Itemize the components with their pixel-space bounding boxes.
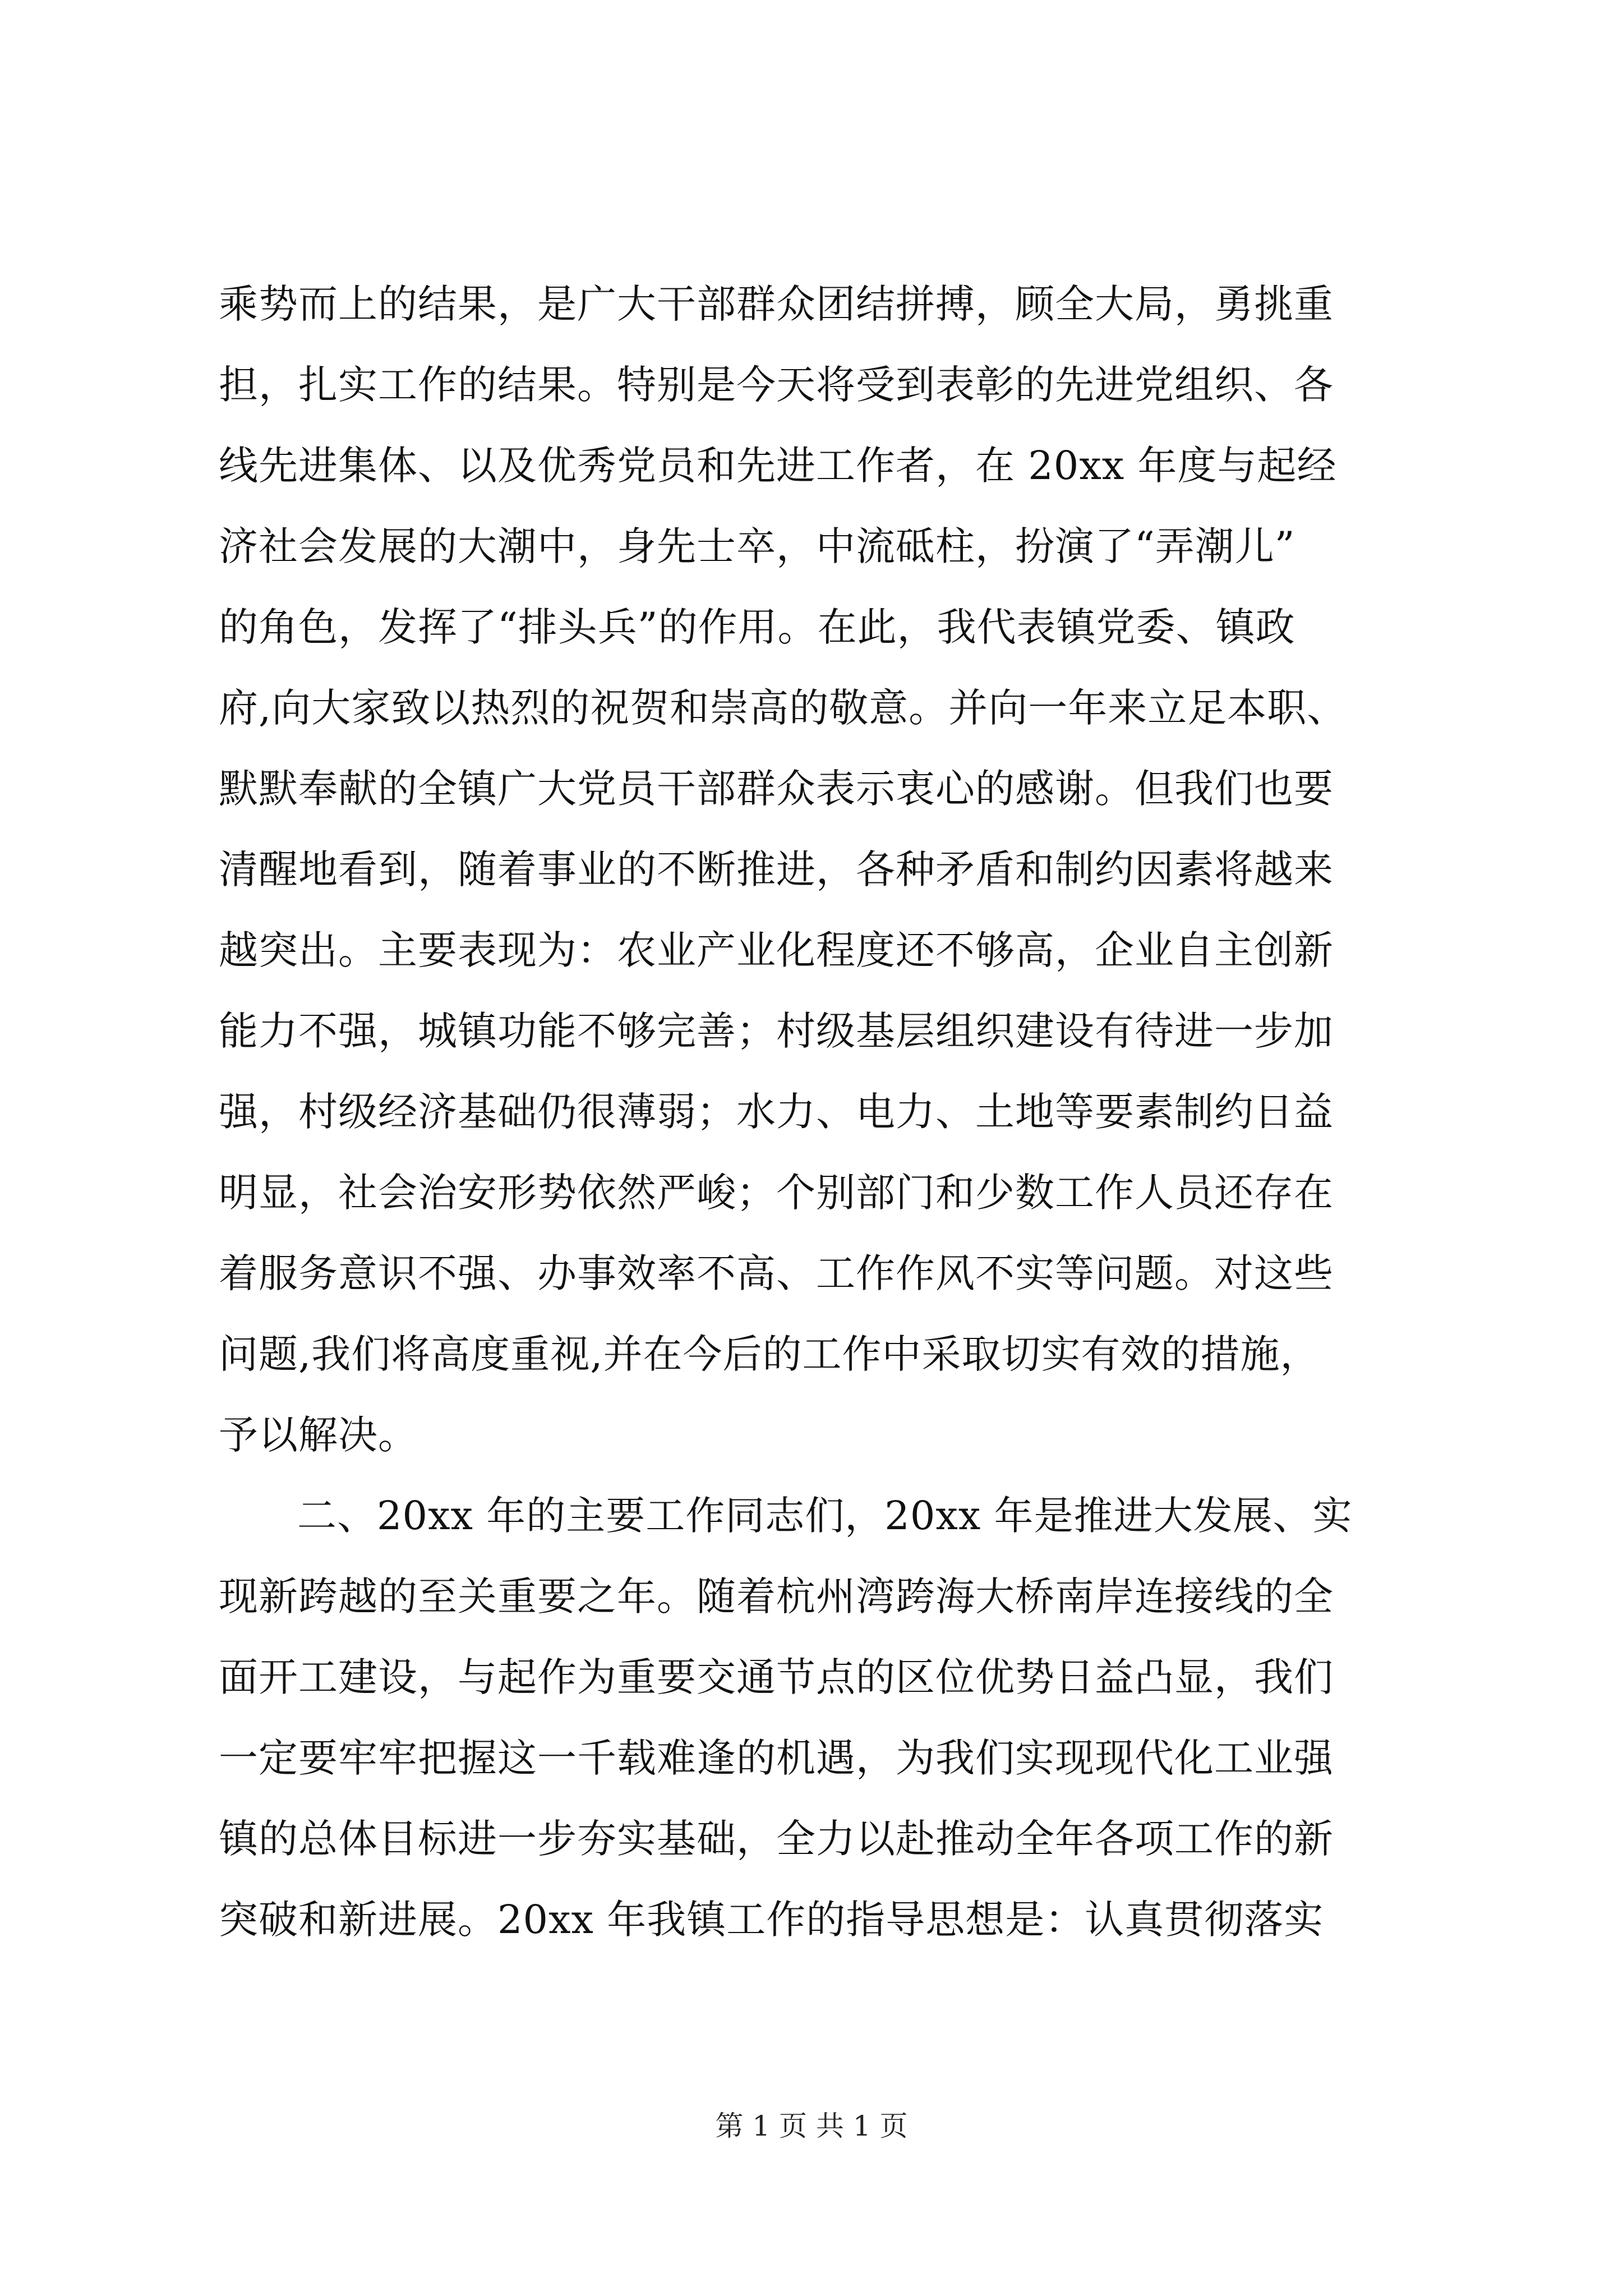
text-line: 一定要牢牢把握这一千载难逢的机遇，为我们实现现代化工业强 xyxy=(219,1735,1334,1781)
paragraph xyxy=(219,1475,1419,1960)
text-line: 镇的总体目标进一步夯实基础，全力以赴推动全年各项工作的新 xyxy=(219,1816,1334,1862)
text-line: 默默奉献的全镇广大党员干部群众表示衷心的感谢。但我们也要 xyxy=(219,766,1334,812)
text-line: 乘势而上的结果，是广大干部群众团结拼搏，顾全大局，勇挑重 xyxy=(219,281,1334,327)
text-line: 现新跨越的至关重要之年。随着杭州湾跨海大桥南岸连接线的全 xyxy=(219,1573,1334,1619)
text-line: 强，村级经济基础仍很薄弱；水力、电力、土地等要素制约日益 xyxy=(219,1089,1334,1135)
text-line: 济社会发展的大潮中，身先士卒，中流砥柱，扮演了“弄潮儿” xyxy=(219,523,1295,569)
text-line: 线先进集体、以及优秀党员和先进工作者，在 20xx 年度与起经 xyxy=(219,443,1337,489)
text-line: 着服务意识不强、办事效率不高、工作作风不实等问题。对这些 xyxy=(219,1250,1334,1296)
text-line: 予以解决。 xyxy=(219,1412,418,1458)
text-line: 越突出。主要表现为：农业产业化程度还不够高，企业自主创新 xyxy=(219,927,1334,973)
text-line: 突破和新进展。20xx 年我镇工作的指导思想是：认真贯彻落实 xyxy=(219,1897,1324,1943)
paragraph xyxy=(219,264,1419,1475)
text-line: 明显，社会治安形势依然严峻；个别部门和少数工作人员还存在 xyxy=(219,1170,1334,1216)
text-line: 二、20xx 年的主要工作同志们，20xx 年是推进大发展、实 xyxy=(297,1493,1353,1539)
text-line: 清醒地看到，随着事业的不断推进，各种矛盾和制约因素将越来 xyxy=(219,846,1334,892)
text-line: 的角色，发挥了“排头兵”的作用。在此，我代表镇党委、镇政 xyxy=(219,604,1295,650)
text-line: 府,向大家致以热烈的祝贺和崇高的敬意。并向一年来立足本职、 xyxy=(219,685,1347,731)
document-body xyxy=(219,264,1419,1960)
text-line: 担，扎实工作的结果。特别是今天将受到表彰的先进党组织、各 xyxy=(219,362,1334,408)
text-line: 能力不强，城镇功能不够完善；村级基层组织建设有待进一步加 xyxy=(219,1008,1334,1054)
page-footer: 第 1 页 共 1 页 xyxy=(715,2110,908,2142)
text-line: 问题,我们将高度重视,并在今后的工作中采取切实有效的措施， xyxy=(219,1331,1320,1377)
text-line: 面开工建设，与起作为重要交通节点的区位优势日益凸显，我们 xyxy=(219,1654,1334,1700)
